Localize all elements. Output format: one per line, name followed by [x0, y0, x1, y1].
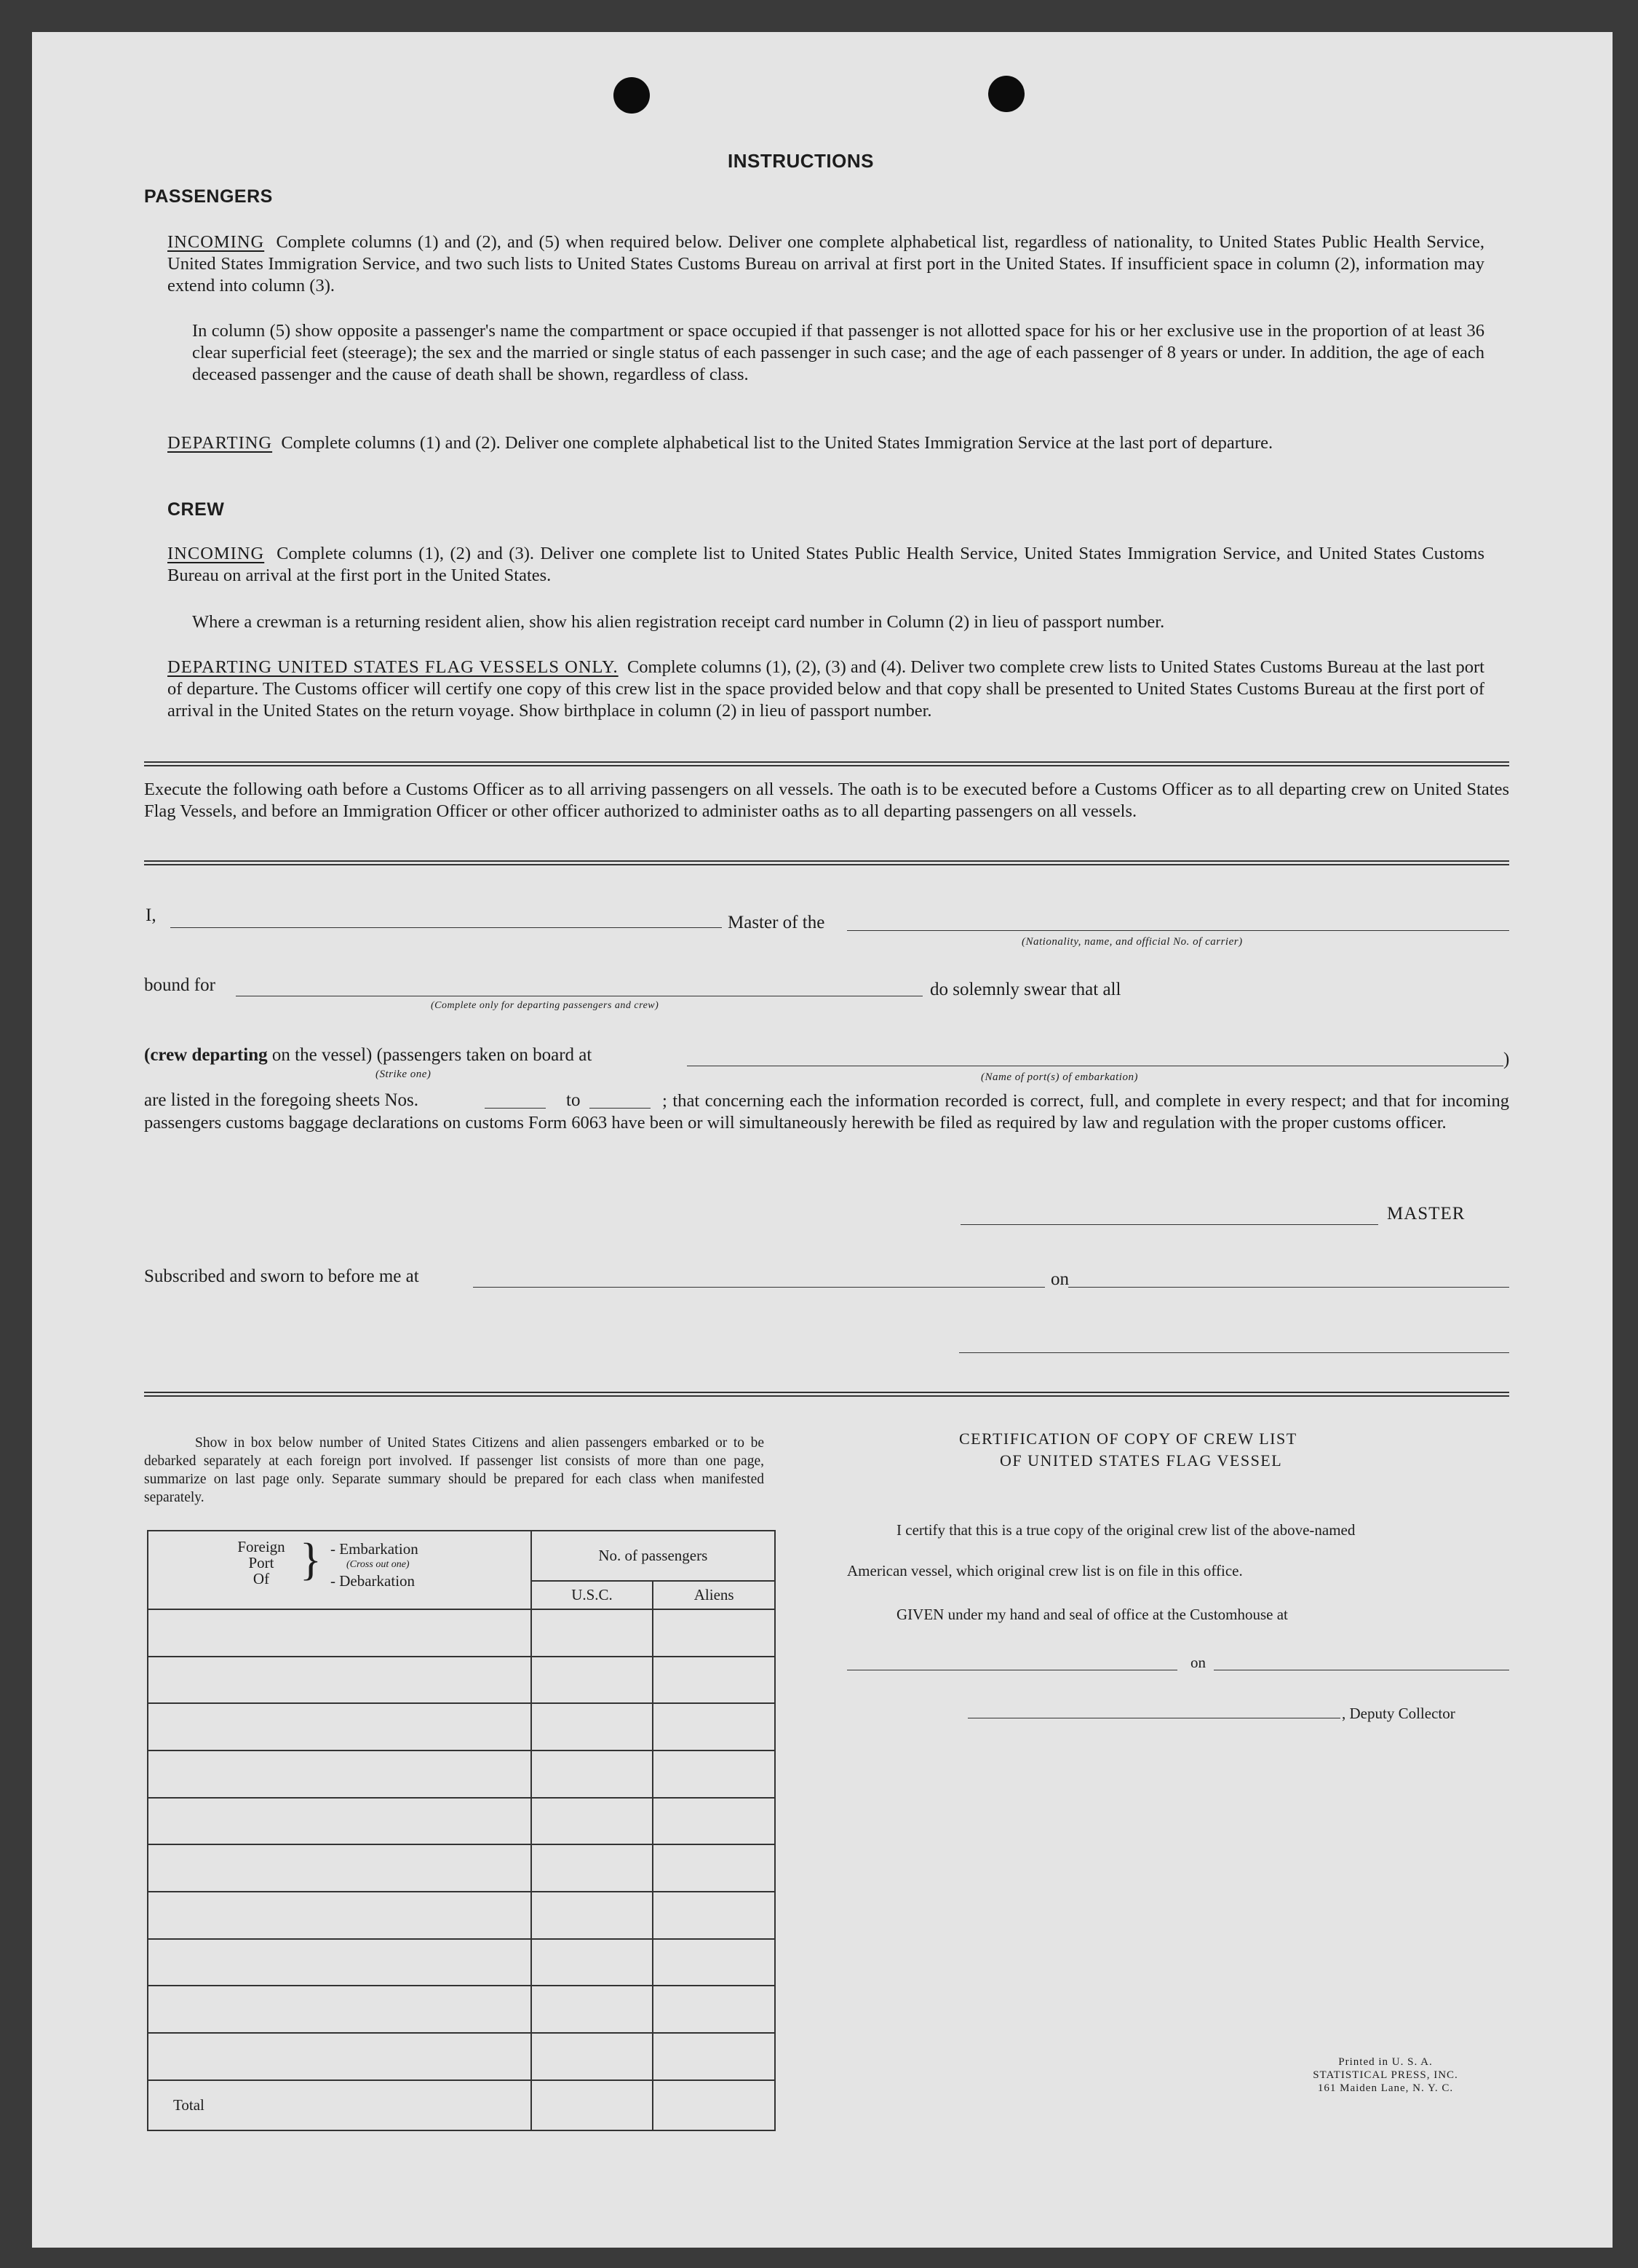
punch-hole-left [613, 77, 650, 114]
table-row-port[interactable] [148, 1892, 531, 1939]
on-vessel-text: on the vessel) [271, 1045, 373, 1065]
bound-for-caption: (Complete only for departing passengers and crew) [431, 1000, 659, 1011]
summary-instructions: Show in box below number of United States Citizens and alien passengers embarked or to be debarked separately at each foreign port involved. If passenger list consists of more than one page, summarize on last page only. Separate summary should be prepared for each class when manifested separately. [144, 1435, 764, 1505]
table-row-port[interactable] [148, 2033, 531, 2080]
officer-signature-field[interactable] [959, 1352, 1509, 1353]
table-row-usc[interactable] [531, 1703, 653, 1750]
certify-text: I certify that this is a true copy of the original crew list of the above-named [896, 1521, 1356, 1539]
table-row-usc[interactable] [531, 1750, 653, 1798]
master-signature-field[interactable] [961, 1224, 1378, 1225]
table-row-usc[interactable] [531, 1986, 653, 2033]
crew-departing-bold: (crew departing [144, 1045, 268, 1065]
table-row-port[interactable] [148, 1844, 531, 1892]
crew-passengers-line [144, 1045, 592, 1066]
table-row-aliens[interactable] [653, 1798, 775, 1845]
table-row-aliens[interactable] [653, 1609, 775, 1657]
strike-caption: (Strike one) [375, 1068, 432, 1080]
oath-i-label: I, [146, 905, 156, 925]
given-text: GIVEN under my hand and seal of office at the Customhouse at [896, 1606, 1288, 1623]
passengers-heading: PASSENGERS [144, 186, 273, 207]
oath-instructions: Execute the following oath before a Customs Officer as to all arriving passengers on all vessels. The oath is to be executed before a Customs Officer as to all departing crew on United States Flag Vessels, and before an Immigration Officer or other officer authorized to administer oaths as to all departing passengers on all vessels. [144, 780, 1509, 821]
crew-incoming-paragraph [167, 543, 1484, 587]
port-header-cell [148, 1531, 531, 1609]
no-of-passengers-header: No. of passengers [531, 1531, 775, 1581]
table-row-aliens[interactable] [653, 1844, 775, 1892]
cross-out-caption: (Cross out one) [346, 1559, 410, 1570]
port-label: Port [248, 1554, 274, 1571]
crew-departing-text: Complete columns (1), (2), (3) and (4). Deliver two complete crew lists to United States Customs Bureau at the last port of departure. The Customs officer will certify one copy of this crew list in the space provided below and that copy shall be presented to United States Customs Bureau at the first port of arrival in the United States on the return voyage. Show birthplace in column (2) in lieu of passport number. [167, 657, 1484, 721]
listed-prefix: are listed in the foregoing sheets Nos. [144, 1090, 418, 1110]
passengers-incoming-text: Complete columns (1) and (2), and (5) when required below. Deliver one complete alphabetical list, regardless of nationality, to United States Public Health Service, United States Immigration Service, and two such lists to United States Customs Bureau on arrival at first port in the United States. If insufficient space in column (2), information may extend into column (3). [167, 232, 1485, 296]
table-row-port[interactable] [148, 1750, 531, 1798]
table-row-usc[interactable] [531, 1892, 653, 1939]
debarkation-label: - Debarkation [330, 1572, 416, 1590]
master-name-field[interactable] [170, 927, 722, 928]
close-paren: ) [1503, 1050, 1510, 1069]
to-label: to [566, 1090, 581, 1110]
subscribed-label: Subscribed and sworn to before me at [144, 1266, 419, 1286]
sworn-on-label: on [1051, 1269, 1069, 1289]
printer-imprint [1255, 2055, 1516, 2095]
embarkation-label: - Embarkation [330, 1540, 418, 1558]
foreign-label: Foreign [237, 1538, 285, 1555]
of-label: Of [253, 1570, 270, 1587]
table-row-aliens[interactable] [653, 1939, 775, 1986]
passengers-incoming-paragraph [167, 231, 1484, 297]
aliens-header: Aliens [653, 1581, 775, 1609]
total-label: Total [148, 2080, 531, 2130]
divider [144, 1392, 1509, 1397]
table-row-port[interactable] [148, 1939, 531, 1986]
master-of-label: Master of the [728, 913, 825, 932]
crew-departing-paragraph [167, 657, 1484, 722]
sworn-place-field[interactable] [473, 1287, 1045, 1288]
certification-heading-line1: CERTIFICATION OF COPY OF CREW LIST [959, 1430, 1297, 1448]
certification-on-label: on [1190, 1654, 1206, 1671]
crew-resident-paragraph: Where a crewman is a returning resident alien, show his alien registration receipt card number in Column (2) in lieu of passport number. [192, 612, 1165, 632]
table-row-aliens[interactable] [653, 1703, 775, 1750]
table-row-usc[interactable] [531, 1798, 653, 1845]
table-row-usc[interactable] [531, 1609, 653, 1657]
bound-for-label: bound for [144, 975, 215, 995]
table-row-port[interactable] [148, 1657, 531, 1704]
printer-line2: STATISTICAL PRESS, INC. [1313, 2069, 1458, 2081]
table-row-aliens[interactable] [653, 1750, 775, 1798]
swear-label: do solemnly swear that all [930, 980, 1121, 999]
divider [144, 860, 1509, 865]
crew-incoming-text: Complete columns (1), (2) and (3). Deliver one complete list to United States Public Health Service, United States Immigration Service, and United States Customs Bureau on arrival at the first port in the United States. [167, 544, 1485, 585]
passengers-departing-text: Complete columns (1) and (2). Deliver one complete alphabetical list to the United States Immigration Service at the last port of departure. [281, 433, 1273, 453]
punch-hole-right [988, 76, 1025, 112]
printer-line1: Printed in U. S. A. [1338, 2056, 1433, 2068]
certification-heading-line2: OF UNITED STATES FLAG VESSEL [1000, 1451, 1283, 1470]
crew-incoming-label: INCOMING [167, 544, 265, 563]
table-row-aliens[interactable] [653, 1892, 775, 1939]
table-row-usc[interactable] [531, 1939, 653, 1986]
divider [144, 761, 1509, 766]
total-aliens[interactable] [653, 2080, 775, 2130]
carrier-field[interactable] [847, 930, 1509, 931]
master-label: MASTER [1387, 1204, 1466, 1224]
printer-line3: 161 Maiden Lane, N. Y. C. [1317, 2082, 1454, 2094]
usc-header: U.S.C. [531, 1581, 653, 1609]
port-caption: (Name of port(s) of embarkation) [981, 1071, 1138, 1083]
american-vessel-text: American vessel, which original crew list is on file in this office. [847, 1562, 1243, 1579]
crew-heading: CREW [167, 499, 225, 520]
table-row-usc[interactable] [531, 1844, 653, 1892]
total-usc[interactable] [531, 2080, 653, 2130]
crew-departing-label: DEPARTING UNITED STATES FLAG VESSELS ONLY. [167, 657, 619, 677]
listed-text: ; that concerning each the information recorded is correct, full, and complete in every respect; and that for incoming passengers customs baggage declarations on customs Form 6063 have been or will simultaneously herewith be filed as required by law and regulation with the proper customs officer. [144, 1091, 1509, 1133]
passengers-departing-paragraph [167, 432, 1484, 454]
brace-icon: } [300, 1535, 322, 1585]
sworn-date-field[interactable] [1068, 1287, 1509, 1288]
passengers-departing-label: DEPARTING [167, 433, 273, 453]
table-row-port[interactable] [148, 1609, 531, 1657]
table-row-usc[interactable] [531, 2033, 653, 2080]
table-row-aliens[interactable] [653, 1986, 775, 2033]
carrier-caption: (Nationality, name, and official No. of carrier) [1022, 936, 1243, 948]
table-row-port[interactable] [148, 1798, 531, 1845]
passengers-column5-paragraph: In column (5) show opposite a passenger's name the compartment or space occupied if that passenger is not allotted space for his or her exclusive use in the proportion of at least 36 clear superficial feet (steerage); the sex and the married or single status of each passenger in such case; and the age of each passenger of 8 years or under. In addition, the age of each deceased passenger and the cause of death shall be shown, regardless of class. [192, 321, 1484, 384]
table-row-port[interactable] [148, 1703, 531, 1750]
table-row-aliens[interactable] [653, 1657, 775, 1704]
table-row-usc[interactable] [531, 1657, 653, 1704]
passengers-taken-text: (passengers taken on board at [376, 1045, 592, 1065]
page-title: INSTRUCTIONS [728, 150, 874, 172]
table-row-port[interactable] [148, 1986, 531, 2033]
deputy-collector-label: , Deputy Collector [1342, 1705, 1455, 1722]
form-page [32, 32, 1613, 2248]
passenger-summary-table [147, 1530, 776, 2131]
table-row-aliens[interactable] [653, 2033, 775, 2080]
passengers-incoming-label: INCOMING [167, 232, 265, 252]
